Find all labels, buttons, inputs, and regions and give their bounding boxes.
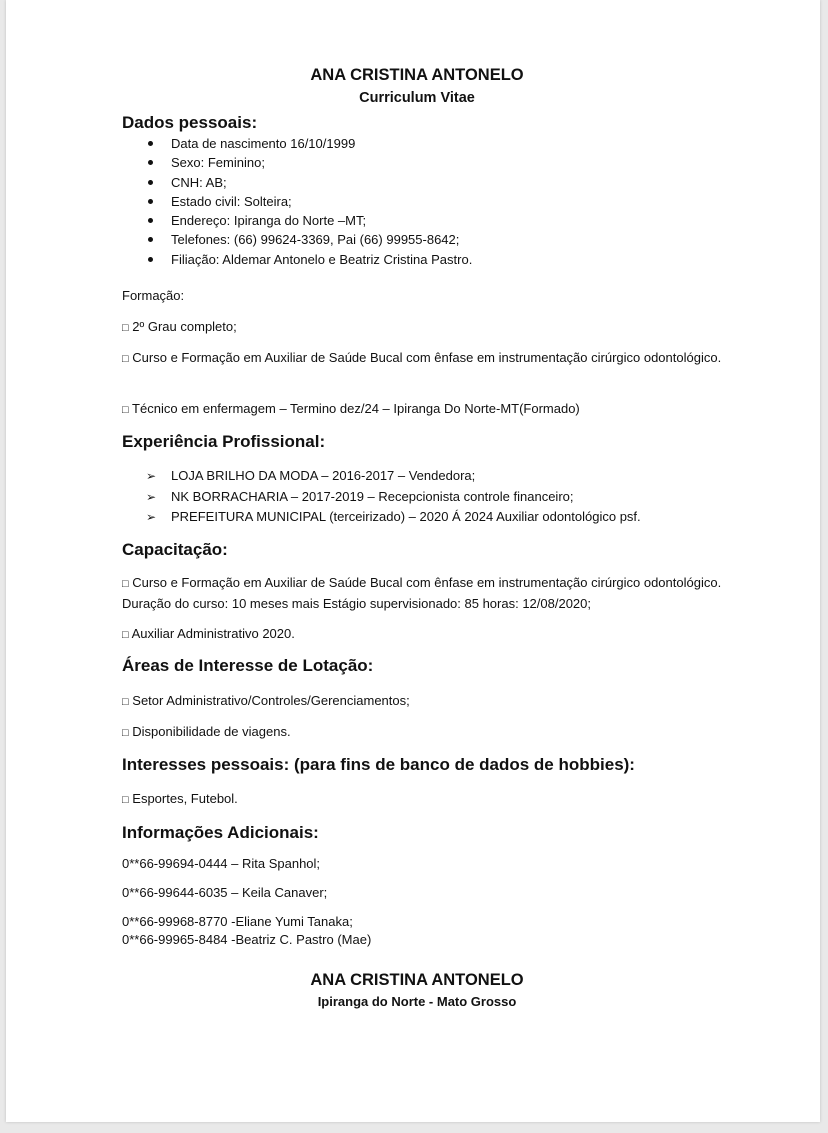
checkbox-icon: □ <box>122 727 129 739</box>
section-heading-interesses: Interesses pessoais: (para fins de banco de dados de hobbies): <box>122 755 635 774</box>
formacao-item-text: 2º Grau completo; <box>132 319 237 334</box>
list-item-text: PREFEITURA MUNICIPAL (terceirizado) – 2020 Á 2024 Auxiliar odontológico psf. <box>171 509 641 524</box>
areas-item-text: Setor Administrativo/Controles/Gerenciamentos; <box>132 693 410 708</box>
list-item-text: Estado civil: Solteira; <box>171 193 292 209</box>
list-item <box>146 230 472 249</box>
formacao-item <box>122 317 237 338</box>
areas-item <box>122 691 410 712</box>
list-item-text: Endereço: Ipiranga do Norte –MT; <box>171 213 367 229</box>
arrow-bullet-icon: ➢ <box>146 510 157 524</box>
list-item-text: Data de nascimento 16/10/1999 <box>171 136 356 151</box>
section-heading-capacitacao: Capacitação: <box>122 540 228 559</box>
footer-location: Ipiranga do Norte - Mato Grosso <box>317 994 517 1009</box>
formacao-item <box>122 399 580 420</box>
bullet-icon <box>148 237 153 242</box>
checkbox-icon: □ <box>122 322 129 334</box>
list-item <box>146 134 472 153</box>
capacitacao-item <box>122 573 722 614</box>
section-heading-experiencia: Experiência Profissional: <box>122 432 326 451</box>
capacitacao-item <box>122 624 295 645</box>
checkbox-icon: □ <box>122 696 129 708</box>
formacao-item <box>122 348 722 369</box>
checkbox-icon: □ <box>122 353 129 365</box>
contact-line: 0**66-99968-8770 -Eliane Yumi Tanaka; <box>122 914 353 929</box>
footer-name: ANA CRISTINA ANTONELO <box>310 971 524 989</box>
bullet-icon <box>148 218 153 223</box>
checkbox-icon: □ <box>122 794 129 806</box>
formacao-item-text: Curso e Formação em Auxiliar de Saúde Bucal com ênfase em instrumentação cirúrgico odontológico. <box>132 350 722 365</box>
experience-list <box>146 466 641 528</box>
arrow-bullet-icon: ➢ <box>146 469 157 483</box>
resume-name: ANA CRISTINA ANTONELO <box>310 66 524 84</box>
interesses-item-text: Esportes, Futebol. <box>132 791 238 806</box>
interesses-item <box>122 789 238 810</box>
bullet-icon <box>148 180 153 185</box>
arrow-bullet-icon: ➢ <box>146 489 157 504</box>
areas-item-text: Disponibilidade de viagens. <box>132 724 291 739</box>
checkbox-icon: □ <box>122 404 129 416</box>
capacitacao-item-text: Curso e Formação em Auxiliar de Saúde Bucal com ênfase em instrumentação cirúrgico odontológico. Duração do curso: 10 meses mais Estágio supervisionado: 85 horas: 12/08/2020; <box>122 575 722 611</box>
contact-line: 0**66-99644-6035 – Keila Canaver; <box>122 885 328 900</box>
document-page <box>6 0 820 1122</box>
checkbox-icon: □ <box>122 629 129 641</box>
list-item <box>146 507 641 528</box>
bullet-icon <box>148 257 153 262</box>
list-item <box>146 487 641 508</box>
bullet-icon <box>148 199 153 204</box>
list-item-text: Filiação: Aldemar Antonelo e Beatriz Cristina Pastro. <box>171 251 473 267</box>
capacitacao-item-text: Auxiliar Administrativo 2020. <box>131 626 295 641</box>
list-item-text: LOJA BRILHO DA MODA – 2016-2017 – Vendedora; <box>171 468 476 483</box>
list-item-text: Telefones: (66) 99624-3369, Pai (66) 99955-8642; <box>171 232 460 248</box>
section-heading-areas: Áreas de Interesse de Lotação: <box>122 656 374 675</box>
list-item <box>146 192 472 211</box>
formacao-item-text: Técnico em enfermagem – Termino dez/24 – Ipiranga Do Norte-MT(Formado) <box>132 401 580 416</box>
list-item-text: Sexo: Feminino; <box>171 155 265 171</box>
bullet-icon <box>148 160 153 165</box>
section-heading-informacoes: Informações Adicionais: <box>122 823 319 842</box>
areas-item <box>122 722 291 743</box>
list-item <box>146 211 472 230</box>
list-item <box>146 250 472 269</box>
list-item <box>146 173 472 192</box>
contact-line: 0**66-99965-8484 -Beatriz C. Pastro (Mae) <box>122 932 372 947</box>
checkbox-icon: □ <box>122 578 129 590</box>
bullet-icon <box>148 141 153 146</box>
personal-data-list <box>146 134 472 269</box>
contact-line: 0**66-99694-0444 – Rita Spanhol; <box>122 856 321 871</box>
list-item <box>146 466 641 487</box>
list-item <box>146 153 472 172</box>
section-heading-dados-pessoais: Dados pessoais: <box>122 113 258 132</box>
resume-subtitle: Curriculum Vitae <box>359 90 475 106</box>
list-item-text: NK BORRACHARIA – 2017-2019 – Recepcionista controle financeiro; <box>171 488 574 504</box>
section-heading-formacao: Formação: <box>122 288 185 303</box>
list-item-text: CNH: AB; <box>171 174 227 190</box>
